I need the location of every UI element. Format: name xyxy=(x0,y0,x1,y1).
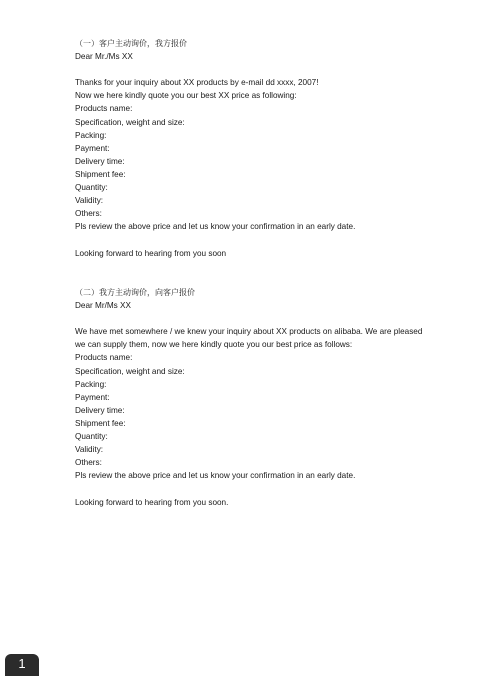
field-packing: Packing: xyxy=(75,130,107,140)
field-payment: Payment: xyxy=(75,143,110,153)
greeting: Dear Mr./Ms XX xyxy=(75,52,133,62)
section-customer-inquiry xyxy=(75,37,475,260)
intro-paragraph: We have met somewhere / we knew your inquiry about XX products on alibaba. We are pleased we can supply them, now we here kindly quote you our best price as follows: xyxy=(75,327,423,350)
review-request: Pls review the above price and let us know your confirmation in an early date. xyxy=(75,222,356,232)
greeting: Dear Mr/Ms XX xyxy=(75,301,131,311)
field-validity: Validity: xyxy=(75,196,104,206)
spacer xyxy=(75,482,475,495)
review-request: Pls review the above price and let us know your confirmation in an early date. xyxy=(75,471,356,481)
field-others: Others: xyxy=(75,458,102,468)
field-packing: Packing: xyxy=(75,379,107,389)
field-validity: Validity: xyxy=(75,445,104,455)
section-heading: （二）我方主动询价，向客户报价 xyxy=(75,288,195,297)
field-delivery-time: Delivery time: xyxy=(75,156,125,166)
spacer xyxy=(75,233,475,246)
page-number-badge[interactable]: 1 xyxy=(5,654,39,676)
spacer xyxy=(75,63,475,76)
field-products-name: Products name: xyxy=(75,353,133,363)
field-products-name: Products name: xyxy=(75,104,133,114)
field-others: Others: xyxy=(75,209,102,219)
closing-line: Looking forward to hearing from you soon. xyxy=(75,497,229,507)
field-quantity: Quantity: xyxy=(75,183,108,193)
field-specification: Specification, weight and size: xyxy=(75,117,185,127)
section-our-inquiry xyxy=(75,286,475,509)
closing-line: Looking forward to hearing from you soon xyxy=(75,248,227,258)
body-line: Now we here kindly quote you our best XX price as following: xyxy=(75,91,297,101)
field-specification: Specification, weight and size: xyxy=(75,366,185,376)
spacer xyxy=(75,312,475,325)
field-shipment-fee: Shipment fee: xyxy=(75,169,126,179)
section-heading: （一）客户主动询价，我方报价 xyxy=(75,39,187,48)
field-quantity: Quantity: xyxy=(75,432,108,442)
body-line: Thanks for your inquiry about XX products by e-mail dd xxxx, 2007! xyxy=(75,78,319,88)
field-payment: Payment: xyxy=(75,392,110,402)
field-delivery-time: Delivery time: xyxy=(75,405,125,415)
field-shipment-fee: Shipment fee: xyxy=(75,418,126,428)
